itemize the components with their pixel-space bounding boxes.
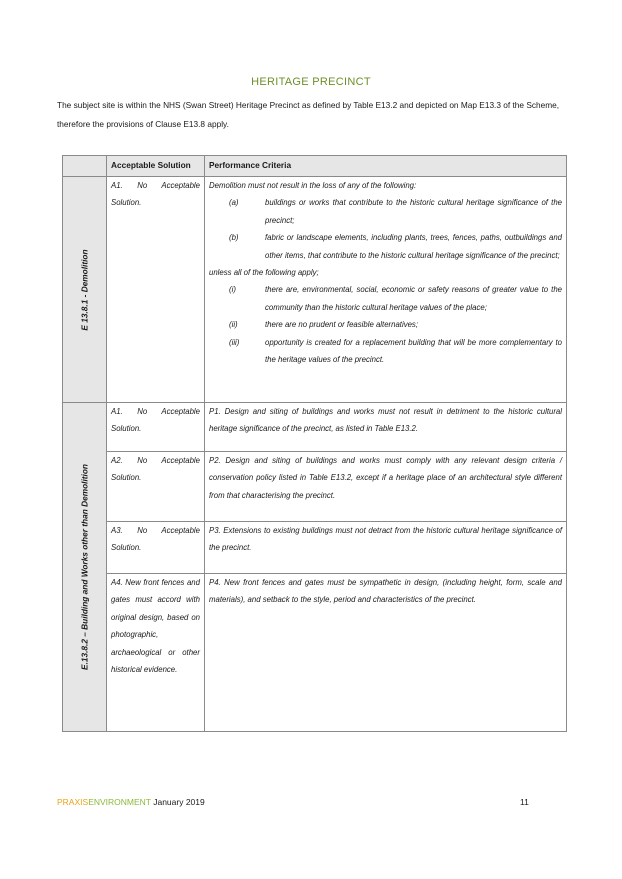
criteria-unless: unless all of the following apply; (209, 268, 319, 278)
criteria-condition (209, 281, 562, 316)
footer-brand (57, 797, 205, 807)
acceptable-solution-cell: A3. No Acceptable Solution. (107, 522, 205, 574)
criteria-item-label: (b) (229, 233, 239, 243)
page-number: 11 (520, 797, 529, 807)
brand-environment: ENVIRONMENT (88, 797, 151, 807)
table-row (63, 452, 567, 522)
brand-praxis: PRAXIS (57, 797, 89, 807)
performance-criteria-cell: P4. New front fences and gates must be sympathetic in design, (including height, form, scale and materials), and setback to the style, period and characteristics of the precinct. (205, 574, 567, 732)
criteria-item-text: fabric or landscape elements, including plants, trees, fences, paths, outbuildings and other items, that contribute to the historic cultural heritage significance of the precinct; (265, 233, 562, 260)
criteria-item (209, 194, 562, 229)
header-performance-criteria: Performance Criteria (205, 156, 567, 177)
criteria-condition-label: (iii) (229, 337, 240, 347)
criteria-condition-label: (i) (229, 285, 236, 295)
table-row (63, 403, 567, 452)
criteria-condition-label: (ii) (229, 320, 238, 330)
section-building-works-label: E.13.8.2 – Building and Works other than Demolition (78, 464, 89, 670)
criteria-condition (209, 316, 562, 333)
intro-paragraph: The subject site is within the NHS (Swan Street) Heritage Precinct as defined by Table E13.2 and depicted on Map E13.3 of the Scheme, therefore the provisions of Clause E13.8 apply. (57, 100, 560, 129)
acceptable-solution-cell: A1. No Acceptable Solution. (107, 403, 205, 452)
acceptable-solution-cell: A2. No Acceptable Solution. (107, 452, 205, 522)
heritage-table (62, 155, 567, 732)
acceptable-solution-cell: A1. No Acceptable Solution. (107, 177, 205, 403)
header-acceptable-solution: Acceptable Solution (107, 156, 205, 177)
table-row (63, 574, 567, 732)
section-demolition-label-cell (63, 177, 107, 403)
criteria-condition-text: there are, environmental, social, economic or safety reasons of greater value to the community than the historic cultural heritage values of the place; (265, 285, 562, 312)
criteria-item-label: (a) (229, 198, 239, 208)
performance-criteria-cell: P3. Extensions to existing buildings must not detract from the historic cultural heritage significance of the precinct. (205, 522, 567, 574)
criteria-item (209, 229, 562, 264)
criteria-condition-text: there are no prudent or feasible alternatives; (265, 320, 418, 330)
performance-criteria-cell: P1. Design and siting of buildings and works must not result in detriment to the historic cultural heritage significance of the precinct, as listed in Table E13.2. (205, 403, 567, 452)
section-demolition-label: E 13.8.1 - Demolition (78, 248, 89, 331)
acceptable-solution-cell: A4. New front fences and gates must accord with original design, based on photographic, archaeological or other historical evidence. (107, 574, 205, 732)
performance-criteria-cell: P2. Design and siting of buildings and works must comply with any relevant design criteria / conservation policy listed in Table E13.2, except if a heritage place of an architectural style different from that characterising the precinct. (205, 452, 567, 522)
page-title: HERITAGE PRECINCT (251, 76, 371, 88)
criteria-item-text: buildings or works that contribute to the historic cultural heritage significance of the precinct; (265, 198, 562, 225)
criteria-condition-text: opportunity is created for a replacement building that will be more complementary to the heritage values of the precinct. (265, 337, 562, 365)
section-building-works-label-cell (63, 403, 107, 732)
table-row (63, 177, 567, 403)
table-row (63, 522, 567, 574)
table-header-row (63, 156, 567, 177)
footer-date: January 2019 (153, 797, 205, 807)
performance-criteria-cell (205, 177, 567, 403)
criteria-condition (209, 334, 562, 369)
header-blank (63, 156, 107, 177)
criteria-lead: Demolition must not result in the loss of any of the following: (209, 181, 417, 190)
